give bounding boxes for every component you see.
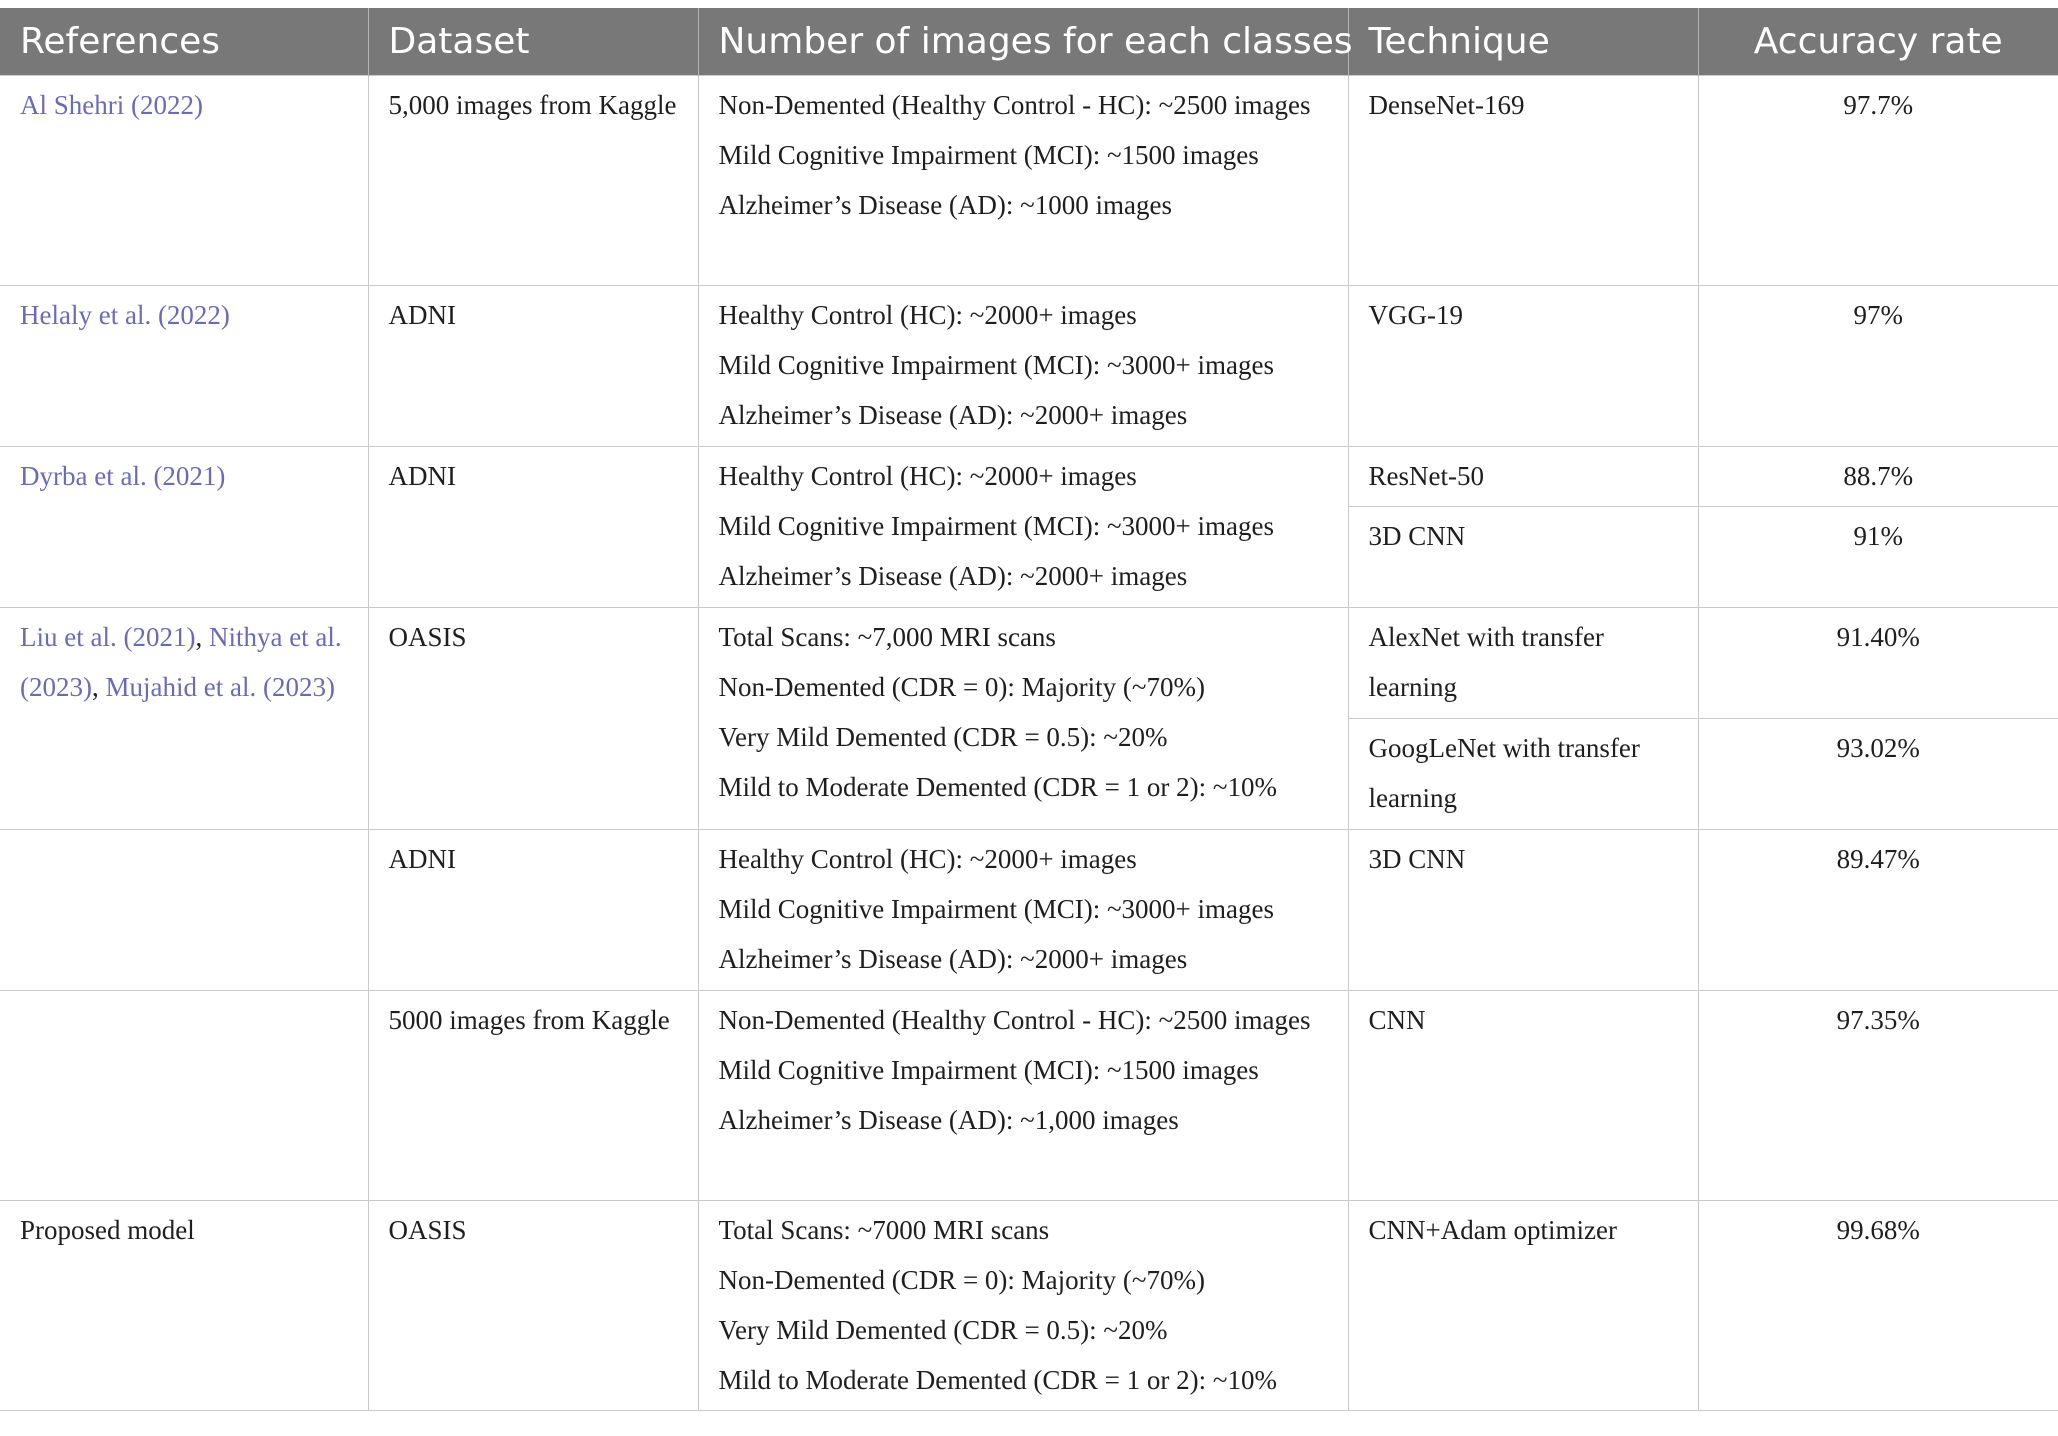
header-images-per-class: Number of images for each classes	[698, 8, 1348, 76]
class-line: Alzheimer’s Disease (AD): ~2000+ images	[718, 561, 1188, 591]
reference-link[interactable]: Helaly et al. (2022)	[20, 300, 230, 330]
accuracy-cell: 91%	[1698, 507, 2058, 608]
class-line: Mild to Moderate Demented (CDR = 1 or 2): ~10%	[718, 772, 1277, 802]
classes-cell	[698, 1201, 1348, 1411]
dataset-cell: OASIS	[368, 608, 698, 830]
classes-cell	[698, 830, 1348, 991]
class-line: Mild Cognitive Impairment (MCI): ~3000+ images	[718, 350, 1275, 380]
class-line: Very Mild Demented (CDR = 0.5): ~20%	[718, 722, 1168, 752]
class-line: Total Scans: ~7000 MRI scans	[718, 1215, 1050, 1245]
accuracy-cell: 99.68%	[1698, 1201, 2058, 1411]
class-line: Mild Cognitive Impairment (MCI): ~3000+ images	[718, 894, 1275, 924]
technique-cell: GoogLeNet with transfer learning	[1348, 719, 1698, 830]
class-line: Non-Demented (Healthy Control - HC): ~2500 images	[718, 1005, 1311, 1035]
classes-cell	[698, 991, 1348, 1201]
technique-cell: 3D CNN	[1348, 830, 1698, 991]
header-technique: Technique	[1348, 8, 1698, 76]
reference-cell	[0, 830, 368, 991]
reference-cell	[0, 991, 368, 1201]
header-dataset: Dataset	[368, 8, 698, 76]
dataset-cell: 5,000 images from Kaggle	[368, 76, 698, 286]
class-line: Alzheimer’s Disease (AD): ~2000+ images	[718, 944, 1188, 974]
table-row	[0, 608, 2058, 719]
dataset-cell: ADNI	[368, 286, 698, 447]
reference-cell	[0, 286, 368, 447]
class-line: Non-Demented (CDR = 0): Majority (~70%)	[718, 1265, 1205, 1295]
reference-link[interactable]: Mujahid et al. (2023)	[105, 672, 335, 702]
dataset-cell: ADNI	[368, 447, 698, 608]
dataset-cell: OASIS	[368, 1201, 698, 1411]
technique-cell: DenseNet-169	[1348, 76, 1698, 286]
classes-cell	[698, 286, 1348, 447]
class-line: Healthy Control (HC): ~2000+ images	[718, 300, 1137, 330]
accuracy-cell: 89.47%	[1698, 830, 2058, 991]
comparison-table	[0, 8, 2058, 1411]
class-line: Mild Cognitive Impairment (MCI): ~1500 images	[718, 140, 1259, 170]
accuracy-cell: 97%	[1698, 286, 2058, 447]
class-line: Alzheimer’s Disease (AD): ~2000+ images	[718, 400, 1188, 430]
technique-cell: VGG-19	[1348, 286, 1698, 447]
class-line: Healthy Control (HC): ~2000+ images	[718, 461, 1137, 491]
technique-cell: CNN	[1348, 991, 1698, 1201]
reference-link[interactable]: Dyrba et al. (2021)	[20, 461, 226, 491]
class-line: Mild Cognitive Impairment (MCI): ~1500 images	[718, 1055, 1259, 1085]
class-line: Alzheimer’s Disease (AD): ~1,000 images	[718, 1105, 1179, 1135]
accuracy-cell: 97.35%	[1698, 991, 2058, 1201]
accuracy-cell: 88.7%	[1698, 447, 2058, 507]
table-row	[0, 991, 2058, 1201]
reference-link[interactable]: Nithya et al. (2023)	[20, 622, 342, 702]
class-line: Non-Demented (Healthy Control - HC): ~2500 images	[718, 90, 1311, 120]
technique-cell: AlexNet with transfer learning	[1348, 608, 1698, 719]
class-line: Mild to Moderate Demented (CDR = 1 or 2): ~10%	[718, 1365, 1277, 1395]
reference-link[interactable]: Liu et al. (2021)	[20, 622, 196, 652]
class-line: Healthy Control (HC): ~2000+ images	[718, 844, 1137, 874]
class-line: Very Mild Demented (CDR = 0.5): ~20%	[718, 1315, 1168, 1345]
table-row	[0, 447, 2058, 507]
accuracy-cell: 93.02%	[1698, 719, 2058, 830]
classes-cell	[698, 76, 1348, 286]
reference-cell: Proposed model	[0, 1201, 368, 1411]
reference-cell: Liu et al. (2021), Nithya et al. (2023), Mujahid et al. (2023)	[0, 608, 368, 830]
technique-cell: CNN+Adam optimizer	[1348, 1201, 1698, 1411]
table-row	[0, 830, 2058, 991]
header-row	[0, 8, 2058, 76]
dataset-cell: 5000 images from Kaggle	[368, 991, 698, 1201]
accuracy-cell: 97.7%	[1698, 76, 2058, 286]
reference-link[interactable]: Al Shehri (2022)	[20, 90, 203, 120]
dataset-cell: ADNI	[368, 830, 698, 991]
classes-cell	[698, 447, 1348, 608]
reference-cell	[0, 76, 368, 286]
classes-cell	[698, 608, 1348, 830]
accuracy-cell: 91.40%	[1698, 608, 2058, 719]
class-line: Alzheimer’s Disease (AD): ~1000 images	[718, 190, 1172, 220]
table-row	[0, 1201, 2058, 1411]
class-line: Total Scans: ~7,000 MRI scans	[718, 622, 1056, 652]
table-row	[0, 286, 2058, 447]
class-line: Mild Cognitive Impairment (MCI): ~3000+ images	[718, 511, 1275, 541]
header-references: References	[0, 8, 368, 76]
table-row	[0, 76, 2058, 286]
reference-cell	[0, 447, 368, 608]
header-accuracy-rate: Accuracy rate	[1698, 8, 2058, 76]
technique-cell: ResNet-50	[1348, 447, 1698, 507]
technique-cell: 3D CNN	[1348, 507, 1698, 608]
class-line: Non-Demented (CDR = 0): Majority (~70%)	[718, 672, 1205, 702]
